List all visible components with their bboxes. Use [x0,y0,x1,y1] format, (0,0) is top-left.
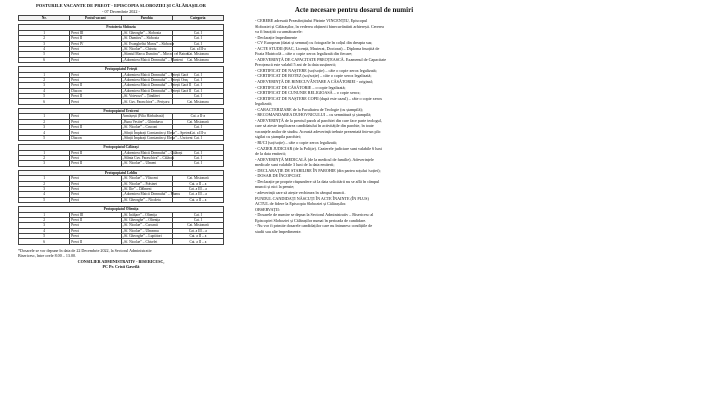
cell-parish: „Sf. Ilie” – Dâlmeni [121,186,172,191]
cell-category: Cat. Misionara [172,52,223,57]
cell-post: Preot III [70,212,121,217]
requirement-line: FUNDUL CANDIDAȚI NĂSCUȚI ÎN ACTE ÎNAINTE (ÎN PLUS) [255,195,369,201]
cell-category: Cat. Misionara [172,57,223,62]
cell-category: Cat. a II – a [172,239,223,244]
cell-category: Cat. a III-a [172,130,223,135]
section-heading: Protopopiatul Oltenița [19,207,224,212]
cell-category: Cat. a II – a [172,181,223,186]
requirement-line: - ADEVERINȚĂ de la preotul paroh al parohiei din care face parte teologul, [255,117,382,123]
required-documents-title: Acte necesare pentru dosarul de numiri [294,6,414,14]
requirement-line: - Declarație pe proprie răspundere că la data solicitării nu se află în câmpul [255,178,380,184]
cell-nr: 4 [19,228,70,233]
cell-post: Preot [70,99,121,104]
cell-category: Cat. I [172,150,223,155]
cell-post: Preot III [70,30,121,35]
cell-post: Preot [70,77,121,82]
cell-nr: 5 [19,234,70,239]
cell-parish: Armășești (Filia Hărbuleasă) [121,114,172,119]
cell-parish: „Sfantul Marcu Dumitru” – Mircea cel Batran [122,52,189,57]
note-line: *Dosarele se vor depune în data de 22 Decembrie 2022, la Sectorul Administrativ [18,247,152,253]
cell-post: Preot [70,57,121,62]
cell-nr: 1 [19,30,70,35]
requirement-line: ACTUL de fidere la Episcopia Sloboziei și Călărașilor. [255,201,347,207]
requirement-line: - RECOMANDAREA DUHOVNICULUI – cu semnătură și ștampilă; [255,112,372,118]
cell-nr: 1 [19,176,70,181]
cell-nr: 3 [19,186,70,191]
cell-category: Cat. I [172,30,223,35]
header-post: Postul vacant [70,16,121,21]
cell-category: Cat. I [172,72,223,77]
cell-category: Cat. I [172,155,223,160]
cell-post: Preot II [70,36,121,41]
cell-nr: 4 [19,192,70,197]
requirement-line: de la data emiterii; [255,151,286,157]
cell-category: Cat. a III – a [172,228,223,233]
requirement-line: OBSERVAȚII: [255,206,280,212]
cell-post: Preot II [70,125,121,130]
cell-category: Cat. Misionară [172,119,223,124]
cell-parish: „Sf. Dumitru” – Slobozia [121,36,172,41]
cell-nr: 2 [19,155,70,160]
cell-parish: „Sf. Gheorghe” – Oltenița [121,217,172,222]
cell-category: Cat. I [172,135,223,140]
requirement-line: Foaia Matricolă – câte o copie xerox legalizată din fiecare; [255,51,353,57]
requirement-line: - ACTE STUDII (BAC, Licență, Masterat, Doctorat) – Diploma însoțită de [255,45,380,51]
cell-parish: „Sf. Gheorghe” – Luptători [121,234,172,239]
section-heading: Protopopiatul Fetești [19,67,224,72]
cell-post: Preot [70,228,121,233]
requirement-line: - Declarație împedimente [255,34,298,40]
vacancies-title: POSTURILE VACANTE DE PREOT - EPISCOPIA SLOBOZIEI ȘI CĂLĂRAȘILOR [35,3,206,8]
cell-nr: 1 [19,150,70,155]
cell-nr: 2 [19,217,70,222]
requirement-line: - ADEVERINȚĂ DE CAPACITATE PREOȚEASCĂ. Examenul de Capacitate [255,56,387,62]
vacancies-table [18,15,224,245]
cell-nr: 6 [19,57,70,62]
note-line: Bisericesc, între orele 8.00 – 13.00. [18,253,77,259]
cell-parish: „Sf. Nicolae” – Chiroiu [121,46,172,51]
cell-category: Cat. I [172,212,223,217]
section-heading: Protopopiatul Lehliu [19,170,224,175]
requirement-line: - CERTIFICAT DE CUNUNIE RELIGIOASĂ – o copie xerox; [255,90,361,96]
header-category: Categoria [172,16,223,21]
cell-nr: 1 [19,212,70,217]
cell-category: Cat. I [172,217,223,222]
requirement-line: - CERTIFICAT DE NAȘTERE COPII (după este cazul) – câte o copie xerox [255,95,383,101]
cell-parish: „Sf. Voievozi” – Țăndărei [121,94,172,99]
section-heading: Protopopiatul Călărași [19,145,224,150]
cell-post: Preot II [70,217,121,222]
requirement-line: - CERTIFICAT DE NAȘTERE (soț/soție) – câte o copie xerox legalizată; [255,67,377,73]
requirement-line: Sloboziei și Călărașilor, în vederea obținerii binecuvântării arhierești. Cererea [255,23,384,29]
cell-post: Preot [70,46,121,51]
table-row [19,239,224,244]
cell-category: Cat. I [172,77,223,82]
requirement-line: va fi însoțită cu următoarele: [255,29,303,35]
cell-parish: „Sf. Înălțare” – Oltenița [121,212,172,217]
cell-nr: 3 [19,41,70,46]
cell-category: Cat. a III – a [172,186,223,191]
requirement-line: muncii și nici la pensie; [255,184,295,190]
cell-post: Preot [70,119,121,124]
cell-category: Cat. a III-a [172,46,223,51]
cell-nr: 2 [19,119,70,124]
cell-nr: 4 [19,130,70,135]
vacancies-date: - 07 Decembrie 2022 - [102,8,140,14]
cell-post: Preot [70,192,121,197]
cell-post: Diacon [70,88,121,93]
cell-post: Preot [70,114,121,119]
cell-category: Cat. Misionară [172,176,223,181]
vacancies-body [19,21,224,244]
section-heading: Protoieria Slobozia [19,25,224,30]
section-heading: Protopopiatul Urziceni [19,108,224,113]
cell-nr: 4 [19,88,70,93]
cell-category: Cat. I [172,88,223,93]
cell-parish: „Sf. Nicolae” – Curcanii [121,223,172,228]
cell-category: Cat. a III – a [172,192,223,197]
cell-parish: „Sf. Gheorghe” – Nicoleta [121,197,172,202]
cell-post: Preot [70,223,121,228]
requirement-line: sigilat cu ștampila parohiei; [255,134,301,140]
cell-parish: „Adormirea Maicii Domnului” – Călărași [122,150,183,155]
cell-nr: 5 [19,52,70,57]
cell-category: Cat. I [172,161,223,166]
cell-post: Preot [70,52,121,57]
cell-parish: „Sf. Nicolae” – Ulmeni [121,161,172,166]
requirement-line: - ADEVERINȚĂ MEDICALĂ (de la medicul de familie). Adeverințele [255,156,374,162]
cell-parish: „Sf. Evanghelist Marcu” – Slobozia [122,41,175,46]
cell-nr: 6 [19,99,70,104]
cell-nr: 3 [19,223,70,228]
cell-post: Preot [70,155,121,160]
cell-nr: 2 [19,77,70,82]
cell-category: Cat. I [172,36,223,41]
cell-nr: 5 [19,135,70,140]
requirement-line: - CERERE adresată Preasfințitului Părinte VINCENȚIU, Episcopul [255,18,368,23]
requirement-line: - CERTIFICAT DE BOTEZ (soț/soție) – câte o copie xerox legalizată; [255,73,372,79]
cell-nr: 3 [19,125,70,130]
cell-parish: „Sf. Gheorghe” – Slobozia [121,30,172,35]
cell-category: Cat. Misionara [172,99,223,104]
requirement-line: - Dosarele de numire se depun la Sectorul Administrativ – Bisericesc al [255,212,374,218]
cell-post: Preot [70,197,121,202]
cell-post: Preot [70,234,121,239]
cell-post: Preot II [70,239,121,244]
cell-nr: 5 [19,197,70,202]
cell-parish: „Sfinții Împărați Constantin și Elena” – Spetrea [122,130,191,135]
required-documents-column [255,6,453,234]
header-nr: Nr. [19,16,70,21]
cell-post: Diacon [70,135,121,140]
cell-post: Preot [70,181,121,186]
requirement-line: - ADEVERINȚĂ DE BINECUVÂNTARE A CĂSĂTORIEI - original; [255,79,373,85]
requirement-line: - DOSAR DE ÎNCOPCIAT. [255,173,302,179]
requirement-line: Episcopiei Sloboziei și Călărașilor numai în perioada de candidare. [255,217,367,223]
cell-category: Cat. I [172,83,223,88]
cell-parish: „Adormirea Maicii Domnului” – Fetești Gară II [122,88,192,93]
cell-post: Preot [70,176,121,181]
cell-nr: 4 [19,46,70,51]
cell-category: Cat. I [172,125,223,130]
requirement-line: - CAZIER JUDICIAR (de la Poliție). Cazierele judiciare sunt valabile 6 luni [255,145,382,151]
cell-parish: „Adormirea Maicii Domnului” – Fetești Oraș [122,78,188,82]
cell-parish: „Sfânta Cuv. Paraschiva” – Călărași [122,156,175,161]
cell-parish: „Sfinții Împărați Constantin și Elena” – Urziceni [122,135,193,140]
header-parish: Parohia [121,16,172,21]
requirement-line: - adeverință care să atește vechimea în câmpul muncii. [255,189,346,195]
cell-parish: „Adormirea Maicii Domnului” – Fetești Gară II [122,83,192,88]
cell-post: Preot II [70,150,121,155]
cell-parish: „Buna Vestire” – Ghimbavu [121,119,172,124]
cell-post: Preot IV [70,41,121,46]
cell-category: Cat. a II – a [172,197,223,202]
requirement-line: legalizată; [255,101,273,107]
requirement-line: medicale sunt valabile 3 luni de la data emiterii; [255,162,335,168]
requirement-line: Preoțească este valabil 5 ani de la data susținerii; [255,62,336,68]
cell-category: Cat. I [172,94,223,99]
cell-nr: 3 [19,161,70,166]
cell-post: Preot [70,72,121,77]
requirement-line: - DECLARAȚIE DE STABILIRE ÎN PAROHIE (din partea soțului /soției); [255,167,381,173]
cell-post: Preot [70,130,121,135]
cell-nr: 1 [19,114,70,119]
cell-category: Cat. a II-a [172,114,223,119]
cell-post: Preot II [70,83,121,88]
requirement-line: - BI/CI (soț/soție) – câte o copie xerox legalizată; [255,140,337,146]
cell-parish: „Sf. Nicolae” – Frăsinet [121,181,172,186]
cell-nr: 3 [19,83,70,88]
cell-nr: 1 [19,72,70,77]
cell-category: Cat. Misionară [172,223,223,228]
cell-parish: „Sf. Nicolae” – Cosconi [121,125,172,130]
requirement-line: vacanțele anilor de studiu. Această adeverință trebuie prezentată într-un plic [255,128,381,134]
cell-parish: „Sf. Cuv. Paraschiva” – Perișoru [121,99,172,104]
vacancies-column [18,3,224,269]
cell-parish: „Sf. Nicolae” – Vlăsceni [121,176,172,181]
requirement-line: - Nu vor fi primite dosarele candidaților care nu întrunesc condițiile de [255,223,373,229]
cell-parish: „Sf. Nicolae” – Ulmeanu [121,228,172,233]
requirement-line: - CERTIFICAT DE CĂSĂTORIE – o copie legalizată; [255,84,346,90]
cell-nr: 6 [19,239,70,244]
cell-post: Preot [70,186,121,191]
requirement-line: studii sau alte împedimente. [255,228,302,234]
cell-post: Preot II [70,161,121,166]
cell-parish: „Adormirea Maicii Domnului” – Munteni [122,57,183,62]
requirement-line: care să ateste implicarea candidatului în activitățile din parohie, în toate [255,123,374,129]
signature-name: PC Pr. Cristi Gavrilă [102,264,140,270]
cell-post: Preot II [70,94,121,99]
cell-nr: 2 [19,181,70,186]
required-documents-list [255,18,453,234]
cell-parish: „Adormirea Maicii Domnului” – Plumu [122,192,180,197]
requirement-line: - CV European (datat și semnat) cu fotografie în colțul din dreapta sus; [255,40,373,46]
cell-parish: „Adormirea Maicii Domnului” – Fetești Gară [122,72,189,77]
cell-nr: 5 [19,94,70,99]
signature-title: CONSILIER ADMINISTRATIV - BISERICESC, [77,258,165,264]
requirement-line: - CARACTERIZARE de la Facultatea de Teologie (cu ștampilă); [255,106,363,112]
cell-nr: 2 [19,36,70,41]
cell-parish: „Sf. Nicolae” – Chiselet [121,239,172,244]
notes-block [18,248,224,270]
cell-category: Cat. a II – a [172,234,223,239]
cell-category: Cat. I [172,41,223,46]
